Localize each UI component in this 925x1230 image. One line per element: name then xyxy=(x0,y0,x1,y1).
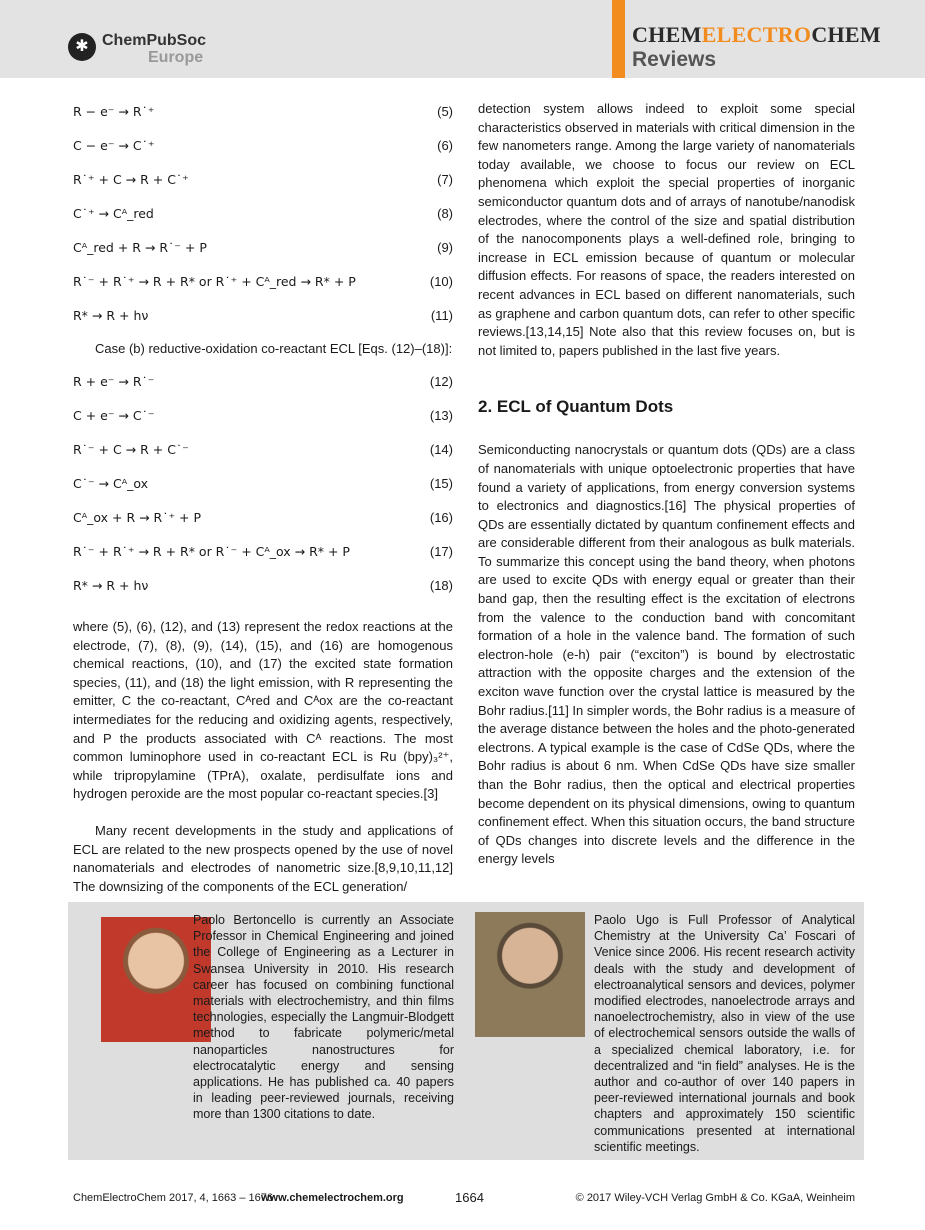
equation xyxy=(73,472,453,506)
equation xyxy=(73,404,453,438)
equation-number: (5) xyxy=(437,104,453,119)
journal-title xyxy=(632,22,881,48)
equation xyxy=(73,100,453,134)
equation-expr: C˙⁻ → Cᴬ_ox xyxy=(73,476,149,491)
left-column xyxy=(73,100,453,896)
equation-number: (12) xyxy=(429,374,453,389)
footer-journal: ChemElectroChem 2017, 4, 1663 – 1676 xyxy=(73,1192,273,1204)
author-photo xyxy=(475,912,585,1037)
equation xyxy=(73,506,453,540)
page-header xyxy=(0,0,925,78)
equation-expr: R + e⁻ → R˙⁻ xyxy=(73,374,155,389)
equation-number: (11) xyxy=(430,308,453,323)
right-column xyxy=(478,100,855,869)
equation xyxy=(73,236,453,270)
equation-number: (9) xyxy=(437,240,453,255)
body-paragraph: Semiconducting nanocrystals or quantum dots (QDs) are a class of nanomaterials with unique optoelectronic properties that have found a variety of applications, from energy conversion systems to electronics and diagnostics.[16] The physical properties of QDs are essentially dictated by quantum confinement effects and are considerable different from their analogous as bulk materials. To summarize this concept using the band theory, when photons are used to excite QDs with energy equal or greater than their band gap, then the resulting effect is the excitation of electrons from the valence to the conduction band with concomitant formation of a hole in the valence band. The formation of such electron-hole (e-h) pair (“exciton”) is bound by electrostatic attraction with the opposite charges and the extension of the exciton wave function over the crystal lattice is measured by the Bohr radius.[11] In simpler words, the Bohr radius is a measure of the average distance between the holes and the photo-generated electrons. A typical example is the case of CdSe QDs, where the Bohr radius is about 6 nm. When CdSe QDs have size smaller than the Bohr radius, then the optical and electrical properties become dependent on its physical dimensions, owing to quantum confinement effect. When this situation occurs, the band structure of QDs changes into discrete levels and the difference in the energy levels xyxy=(478,442,855,867)
section-heading: 2. ECL of Quantum Dots xyxy=(478,397,674,417)
section-label: Reviews xyxy=(632,48,717,71)
case-b-label: Case (b) reductive-oxidation co-reactant ECL [Eqs. (12)–(18)]: xyxy=(95,341,453,356)
footer-copyright: © 2017 Wiley-VCH Verlag GmbH & Co. KGaA, Weinheim xyxy=(575,1192,855,1204)
body-paragraph: detection system allows indeed to exploit some special characteristics observed in materials with critical dimension in the few nanometers range. Among the large variety of nanomaterials today available, we choose to focus our review on ECL phenomena which exploit the special properties of inorganic semiconductor quantum dots and of arrays of nanotube/nanodisk electrodes, where the control of the size and spatial distribution of the nanocomponents plays a well-defined role, bringing to increase in ECL emission because of quantum or molecular diffusion effects. For reasons of space, the readers interested on recent advances in ECL based on different nanomaterials, such as graphene and carbon quantum dots, can refer to other specific reviews.[13,14,15] Note also that this review focuses on, but is not limited to, papers published in the last five years. xyxy=(478,101,855,358)
page-number: 1664 xyxy=(455,1190,484,1205)
equation-list-a xyxy=(73,100,453,338)
accent-bar xyxy=(612,0,625,78)
equation-number: (15) xyxy=(429,476,453,491)
equation-expr: R* → R + hν xyxy=(73,578,149,593)
equation-number: (7) xyxy=(437,172,453,187)
equation xyxy=(73,438,453,472)
equation xyxy=(73,540,453,574)
journal-title-mid: ELECTRO xyxy=(701,22,812,47)
equation-expr: Cᴬ_ox + R → R˙⁺ + P xyxy=(73,510,202,525)
equation-expr: C˙⁺ → Cᴬ_red xyxy=(73,206,154,221)
equation xyxy=(73,304,453,338)
body-paragraph: Many recent developments in the study and applications of ECL are related to the new prospects opened by the use of novel nanomaterials and electrodes of nanometric size.[8,9,10,11,12] The downsizing of the components of the ECL generation/ xyxy=(73,822,453,894)
equation-number: (13) xyxy=(429,408,453,423)
author-bio: Paolo Bertoncello is currently an Associate Professor in Chemical Engineering and joined the College of Engineering as a Lecturer in Swansea University in 2010. His research career has focused on combining functional materials with electrochemistry, and thin films technologies, especially the Langmuir-Blodgett method to fabricate polymeric/metal nanoparticles nanostructures for electrocatalytic energy and sensing applications. He has published ca. 40 papers in leading peer-reviewed journals, receiving more than 1300 citations to date. xyxy=(193,913,454,1122)
page-footer xyxy=(73,1190,855,1210)
equation-expr: C − e⁻ → C˙⁺ xyxy=(73,138,155,153)
equation-list-b xyxy=(73,370,453,608)
equation-expr: R˙⁻ + R˙⁺ → R + R* or R˙⁺ + Cᴬ_red → R* + P xyxy=(73,274,356,289)
publisher-name: ChemPubSoc xyxy=(102,32,207,49)
chempubsoc-logo-icon: ✱ xyxy=(68,33,96,61)
equation-expr: R* → R + hν xyxy=(73,308,149,323)
equation-expr: Cᴬ_red + R → R˙⁻ + P xyxy=(73,240,207,255)
publisher-sub: Europe xyxy=(148,49,204,66)
equation xyxy=(73,574,453,608)
footer-url-link[interactable]: www.chemelectrochem.org xyxy=(261,1192,404,1204)
equation-expr: R˙⁺ + C → R + C˙⁺ xyxy=(73,172,189,187)
equation-expr: R˙⁻ + C → R + C˙⁻ xyxy=(73,442,189,457)
equation xyxy=(73,202,453,236)
equation-expr: R − e⁻ → R˙⁺ xyxy=(73,104,155,119)
equation-number: (18) xyxy=(429,578,453,593)
journal-title-pre: CHEM xyxy=(632,22,702,47)
equation-number: (10) xyxy=(429,274,453,289)
author-bio-box xyxy=(68,902,864,1160)
author-bio: Paolo Ugo is Full Professor of Analytical Chemistry at the University Ca’ Foscari of Venice since 2006. His recent research activity deals with the study and development of electroanalytical sensors and devices, polymer modified electrodes, nanoelectrode arrays and nanoelectrochemistry, also in view of the use of electrochemical sensors outside the walls of a specialized chemical laboratory, i.e. for decentralized and “in field” analyses. He is the author and co-author of over 140 papers in peer-reviewed international journals and book chapters and approximately 150 scientific communications presented at international scientific meetings. xyxy=(594,913,855,1154)
equation xyxy=(73,134,453,168)
equation-expr: R˙⁻ + R˙⁺ → R + R* or R˙⁻ + Cᴬ_ox → R* + P xyxy=(73,544,350,559)
equation xyxy=(73,168,453,202)
equation-number: (14) xyxy=(429,442,453,457)
body-paragraph: where (5), (6), (12), and (13) represent the redox reactions at the electrode, (7), (8), (9), (14), (15), and (16) are homogenous chemical reactions, (10), and (17) the excited state formation species, (11), and (18) the light emission, with R representing the emitter, C the co-reactant, Cᴬred and Cᴬox are the co-reactant intermediates for the reducing and oxidizing agents, respectively, and P the products associated with Cᴬ reactions. The most common luminophore used in co-reactant ECL is Ru (bpy)₃²⁺, while tripropylamine (TPrA), oxalate, perdisulfate ions and hydrogen peroxide are the most popular co-reactant species.[3] xyxy=(73,619,453,802)
journal-title-post: CHEM xyxy=(811,22,881,47)
equation-expr: C + e⁻ → C˙⁻ xyxy=(73,408,155,423)
equation-number: (16) xyxy=(429,510,453,525)
equation-number: (17) xyxy=(429,544,453,559)
equation xyxy=(73,370,453,404)
equation-number: (8) xyxy=(437,206,453,221)
equation-number: (6) xyxy=(437,138,453,153)
equation xyxy=(73,270,453,304)
